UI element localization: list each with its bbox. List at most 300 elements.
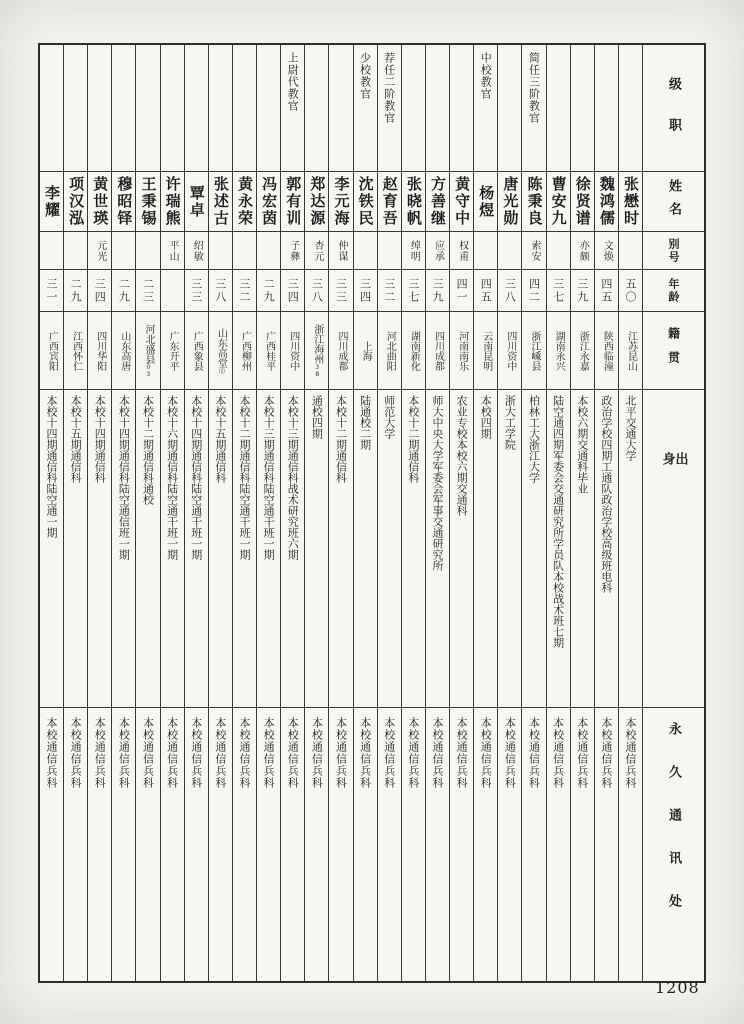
- alias-value: 杏元: [311, 239, 323, 262]
- address-value: 本校通信兵科: [358, 717, 372, 789]
- alias-value: 平山: [167, 239, 179, 262]
- address-value: 本校通信兵科: [286, 717, 300, 789]
- name-cell: [136, 172, 159, 232]
- native-place-cell: [547, 312, 570, 390]
- age-value: 三八: [310, 277, 324, 304]
- origin-cell: [233, 390, 256, 708]
- alias-header-cell: [643, 232, 704, 270]
- native-place-header-cell: [643, 312, 704, 390]
- address-cell: [136, 708, 159, 981]
- native-place-text: 上海: [360, 340, 372, 361]
- origin-cell: [185, 390, 208, 708]
- address-value: 本校通信兵科: [213, 717, 227, 789]
- native-place-value: [625, 331, 635, 371]
- rank-value: 上尉代教官: [286, 52, 300, 112]
- native-place-cell: [329, 312, 352, 390]
- native-place-header-label: 籍贯: [666, 326, 681, 375]
- person-name: 杨煜: [477, 184, 496, 219]
- address-cell: [64, 708, 87, 981]
- person-column: [87, 45, 111, 981]
- origin-cell: [450, 390, 473, 708]
- age-value: 三七: [551, 277, 565, 304]
- alias-cell: [354, 232, 377, 270]
- person-column: [521, 45, 545, 981]
- alias-cell: [522, 232, 545, 270]
- name-cell: [281, 172, 304, 232]
- person-column: [304, 45, 328, 981]
- name-cell: [619, 172, 642, 232]
- person-name: 穆昭铎: [115, 176, 134, 227]
- name-cell: [233, 172, 256, 232]
- origin-value: 柏林工大浙江大学: [527, 395, 541, 483]
- alias-value: 索安: [528, 239, 540, 262]
- person-column: [63, 45, 87, 981]
- native-place-value: [481, 331, 491, 371]
- origin-cell: [40, 390, 63, 708]
- person-column: [570, 45, 594, 981]
- age-value: 四二: [527, 277, 541, 304]
- person-name: 徐贤谱: [573, 176, 592, 227]
- age-cell: [547, 270, 570, 312]
- origin-value: 通校四期: [310, 395, 324, 439]
- age-value: 三四: [358, 277, 372, 304]
- alias-cell: [329, 232, 352, 270]
- origin-cell: [378, 390, 401, 708]
- native-place-value: [360, 341, 370, 361]
- name-cell: [595, 172, 618, 232]
- origin-cell: [136, 390, 159, 708]
- age-cell: [619, 270, 642, 312]
- rank-header-cell: [643, 45, 704, 172]
- address-value: 本校通信兵科: [599, 717, 613, 789]
- age-cell: [354, 270, 377, 312]
- native-place-text: 河北盛县: [142, 323, 154, 364]
- address-value: 本校通信兵科: [623, 717, 637, 789]
- person-column: [328, 45, 352, 981]
- name-cell: [402, 172, 425, 232]
- native-place-cell: [595, 312, 618, 390]
- age-value: 三八: [213, 277, 227, 304]
- address-value: 本校通信兵科: [165, 717, 179, 789]
- name-cell: [257, 172, 280, 232]
- age-value: 三三: [189, 277, 203, 304]
- alias-value: 亦颇: [577, 239, 589, 262]
- alias-cell: [64, 232, 87, 270]
- rank-cell: [161, 45, 184, 172]
- address-value: 本校通信兵科: [189, 717, 203, 789]
- alias-value: 元光: [94, 239, 106, 262]
- native-place-value: [215, 328, 225, 374]
- native-place-cell: [161, 312, 184, 390]
- address-value: 本校通信兵科: [503, 717, 517, 789]
- native-place-cell: [136, 312, 159, 390]
- native-place-value: [119, 331, 129, 371]
- alias-cell: [233, 232, 256, 270]
- address-value: 本校通信兵科: [69, 717, 83, 789]
- person-column: [618, 45, 642, 981]
- rank-cell: [595, 45, 618, 172]
- native-place-text: 广东开平: [167, 330, 179, 371]
- alias-value: 文焕: [601, 239, 613, 262]
- origin-value: 本校十四期通信科陆空通干班一期: [189, 395, 203, 560]
- alias-cell: [305, 232, 328, 270]
- origin-cell: [88, 390, 111, 708]
- origin-value: 浙大工学院: [503, 395, 517, 450]
- native-place-value: [143, 324, 153, 378]
- age-value: 三九: [430, 277, 444, 304]
- age-value: 三八: [503, 277, 517, 304]
- rank-cell: [450, 45, 473, 172]
- native-place-text: 四川成都: [335, 330, 347, 371]
- age-value: 三九: [575, 277, 589, 304]
- native-place-cell: [112, 312, 135, 390]
- rank-cell: [112, 45, 135, 172]
- origin-cell: [329, 390, 352, 708]
- age-value: 四五: [479, 277, 493, 304]
- address-cell: [233, 708, 256, 981]
- rank-cell: [547, 45, 570, 172]
- native-place-text: 广西桂平: [263, 330, 275, 371]
- address-value: 本校通信兵科: [479, 717, 493, 789]
- alias-cell: [378, 232, 401, 270]
- rank-cell: [136, 45, 159, 172]
- origin-value: 本校四期: [479, 395, 493, 439]
- address-cell: [378, 708, 401, 981]
- person-column: [160, 45, 184, 981]
- person-column: [232, 45, 256, 981]
- address-value: 本校通信兵科: [382, 717, 396, 789]
- address-value: 本校通信兵科: [141, 717, 155, 789]
- person-name: 魏鸿儒: [597, 176, 616, 227]
- age-value: 二九: [117, 277, 131, 304]
- address-cell: [88, 708, 111, 981]
- address-cell: [450, 708, 473, 981]
- origin-value: 本校十四期通信科陆空通信班一期: [117, 395, 131, 560]
- age-cell: [378, 270, 401, 312]
- alias-cell: [498, 232, 521, 270]
- origin-value: 本校十二期通信科: [334, 395, 348, 483]
- person-name: 黄守中: [453, 176, 472, 227]
- rank-cell: [474, 45, 497, 172]
- name-header-cell: [643, 172, 704, 232]
- rank-cell: [185, 45, 208, 172]
- native-place-text: 河北曲阳: [384, 330, 396, 371]
- native-place-text: 山东高堂: [215, 327, 227, 368]
- origin-cell: [619, 390, 642, 708]
- person-column: [497, 45, 521, 981]
- native-place-value: [46, 331, 56, 371]
- origin-value: 本校十五期通信科: [69, 395, 83, 483]
- name-cell: [450, 172, 473, 232]
- native-place-value: [239, 331, 249, 371]
- native-place-value: [167, 331, 177, 371]
- origin-value: 农业专校本校六期交通科: [455, 395, 469, 516]
- age-cell: [450, 270, 473, 312]
- origin-value: 本校十六期通信科陆空通干班一期: [165, 395, 179, 560]
- age-cell: [233, 270, 256, 312]
- rank-value: 少校教官: [358, 52, 372, 100]
- address-value: 本校通信兵科: [551, 717, 565, 789]
- age-cell: [161, 270, 184, 312]
- age-value: 二九: [262, 277, 276, 304]
- person-name: 曹安九: [549, 176, 568, 227]
- address-value: 本校通信兵科: [406, 717, 420, 789]
- alias-cell: [426, 232, 449, 270]
- name-header-label: 姓名: [666, 178, 681, 225]
- native-place-cell: [571, 312, 594, 390]
- origin-cell: [281, 390, 304, 708]
- rank-value: 荐任二阶教官: [382, 52, 396, 124]
- person-name: 李耀: [42, 184, 61, 219]
- address-value: 本校通信兵科: [237, 717, 251, 789]
- alias-cell: [450, 232, 473, 270]
- alias-cell: [112, 232, 135, 270]
- native-place-text: 浙江永嘉: [577, 330, 589, 371]
- alias-cell: [257, 232, 280, 270]
- name-cell: [185, 172, 208, 232]
- native-place-value: [553, 331, 563, 371]
- native-place-cell: [402, 312, 425, 390]
- name-cell: [64, 172, 87, 232]
- address-cell: [257, 708, 280, 981]
- person-column: [401, 45, 425, 981]
- age-cell: [257, 270, 280, 312]
- native-place-cell: [378, 312, 401, 390]
- age-cell: [209, 270, 232, 312]
- person-name: 项汉泓: [67, 176, 86, 227]
- address-cell: [112, 708, 135, 981]
- age-value: 三七: [406, 277, 420, 304]
- address-value: 本校通信兵科: [430, 717, 444, 789]
- native-place-cell: [354, 312, 377, 390]
- age-value: 四一: [455, 277, 469, 304]
- alias-cell: [161, 232, 184, 270]
- age-cell: [498, 270, 521, 312]
- person-column: [184, 45, 208, 981]
- address-cell: [619, 708, 642, 981]
- rank-cell: [305, 45, 328, 172]
- person-name: 郑达源: [308, 176, 327, 227]
- roster-table: [38, 43, 706, 983]
- origin-value: 陆通校二期: [358, 395, 372, 450]
- native-place-value: [601, 331, 611, 371]
- person-column: [208, 45, 232, 981]
- native-place-cell: [450, 312, 473, 390]
- rank-cell: [354, 45, 377, 172]
- origin-cell: [209, 390, 232, 708]
- person-name: 李元海: [332, 176, 351, 227]
- address-value: 本校通信兵科: [44, 717, 58, 789]
- rank-cell: [329, 45, 352, 172]
- native-place-text: 江西怀仁: [70, 330, 82, 371]
- native-place-cell: [619, 312, 642, 390]
- native-place-text: 陕西临潼: [601, 330, 613, 371]
- native-place-text: 湖南新化: [408, 330, 420, 371]
- rank-cell: [522, 45, 545, 172]
- person-column: [594, 45, 618, 981]
- rank-header-label: 级职: [666, 77, 681, 159]
- native-place-cell: [233, 312, 256, 390]
- native-place-text: 江苏昆山: [625, 330, 637, 371]
- age-cell: [88, 270, 111, 312]
- native-place-value: [505, 331, 515, 371]
- person-name: 方善继: [428, 176, 447, 227]
- origin-value: 陆空通四期军委会交通研究所学员队本校战术班七期: [551, 395, 565, 648]
- origin-cell: [474, 390, 497, 708]
- address-cell: [595, 708, 618, 981]
- person-name: 张述古: [211, 176, 230, 227]
- origin-cell: [161, 390, 184, 708]
- alias-cell: [40, 232, 63, 270]
- native-place-text: 四川资中: [287, 330, 299, 371]
- native-place-text: 四川成都: [432, 330, 444, 371]
- person-name: 陈秉良: [525, 176, 544, 227]
- age-cell: [329, 270, 352, 312]
- alias-cell: [209, 232, 232, 270]
- origin-value: 本校十四期通信科: [93, 395, 107, 483]
- origin-value: 本校十三期通信科陆空通干班一期: [262, 395, 276, 560]
- alias-cell: [571, 232, 594, 270]
- address-cell: [185, 708, 208, 981]
- age-value: 三二: [237, 277, 251, 304]
- native-place-cell: [185, 312, 208, 390]
- address-cell: [281, 708, 304, 981]
- name-cell: [329, 172, 352, 232]
- rank-cell: [426, 45, 449, 172]
- native-place-footnote: 03: [144, 363, 152, 378]
- age-cell: [474, 270, 497, 312]
- native-place-text: 山东高唐: [118, 330, 130, 371]
- rank-value: 中校教官: [479, 52, 493, 100]
- origin-value: 本校十三期通信科战术研究班六期: [286, 395, 300, 560]
- origin-cell: [257, 390, 280, 708]
- native-place-text: 广西宾阳: [46, 330, 58, 371]
- person-column: [425, 45, 449, 981]
- alias-header-label: 别号: [667, 237, 680, 264]
- address-value: 本校通信兵科: [93, 717, 107, 789]
- person-column: [111, 45, 135, 981]
- age-value: 四五: [599, 277, 613, 304]
- rank-cell: [233, 45, 256, 172]
- age-value: 三一: [44, 277, 58, 304]
- address-value: 本校通信兵科: [575, 717, 589, 789]
- origin-cell: [64, 390, 87, 708]
- person-name: 赵育吾: [380, 176, 399, 227]
- name-cell: [161, 172, 184, 232]
- alias-value: 绰明: [408, 239, 420, 262]
- native-place-cell: [522, 312, 545, 390]
- age-cell: [185, 270, 208, 312]
- native-place-cell: [498, 312, 521, 390]
- name-cell: [571, 172, 594, 232]
- person-column: [135, 45, 159, 981]
- alias-value: 仲谋: [335, 239, 347, 262]
- alias-value: 子彝: [287, 239, 299, 262]
- native-place-text: 云南昆明: [480, 330, 492, 371]
- age-header-label: 年龄: [667, 277, 680, 304]
- origin-value: 本校六期交通科毕业: [575, 395, 589, 494]
- age-header-cell: [643, 270, 704, 312]
- age-value: 三二: [382, 277, 396, 304]
- native-place-cell: [474, 312, 497, 390]
- native-place-value: [336, 331, 346, 371]
- person-name: 覃卓: [187, 184, 206, 219]
- native-place-footnote: 38: [313, 363, 321, 378]
- person-column: [353, 45, 377, 981]
- address-cell: [522, 708, 545, 981]
- name-cell: [547, 172, 570, 232]
- rank-cell: [378, 45, 401, 172]
- name-cell: [305, 172, 328, 232]
- rank-cell: [88, 45, 111, 172]
- row-header-column: [642, 45, 704, 981]
- address-cell: [474, 708, 497, 981]
- age-cell: [402, 270, 425, 312]
- native-place-text: 广西象县: [191, 330, 203, 371]
- native-place-value: [71, 331, 81, 371]
- age-value: 三四: [93, 277, 107, 304]
- address-value: 本校通信兵科: [455, 717, 469, 789]
- age-cell: [595, 270, 618, 312]
- origin-value: 政治学校四期工通队政治学校高级班电科: [599, 395, 613, 593]
- origin-cell: [498, 390, 521, 708]
- age-value: 三四: [286, 277, 300, 304]
- rank-cell: [571, 45, 594, 172]
- person-name: 黄永荣: [235, 176, 254, 227]
- person-column: [473, 45, 497, 981]
- person-name: 冯宏茵: [260, 176, 279, 227]
- native-place-value: [312, 324, 322, 378]
- origin-cell: [571, 390, 594, 708]
- address-value: 本校通信兵科: [117, 717, 131, 789]
- person-name: 唐光勋: [501, 176, 520, 227]
- address-cell: [547, 708, 570, 981]
- rank-cell: [40, 45, 63, 172]
- origin-value: 本校十四期通信科陆空通一期: [44, 395, 58, 538]
- person-name: 张晓帆: [404, 176, 423, 227]
- name-cell: [498, 172, 521, 232]
- name-cell: [88, 172, 111, 232]
- address-value: 本校通信兵科: [334, 717, 348, 789]
- address-cell: [571, 708, 594, 981]
- age-cell: [571, 270, 594, 312]
- native-place-text: 河南南乐: [456, 330, 468, 371]
- rank-cell: [257, 45, 280, 172]
- origin-cell: [354, 390, 377, 708]
- origin-value: 师范大学: [382, 395, 396, 439]
- age-value: 二三: [141, 277, 155, 304]
- name-cell: [378, 172, 401, 232]
- alias-value: 绍敏: [191, 239, 203, 262]
- alias-cell: [402, 232, 425, 270]
- rank-cell: [498, 45, 521, 172]
- rank-cell: [64, 45, 87, 172]
- person-column: [280, 45, 304, 981]
- address-cell: [329, 708, 352, 981]
- person-column: [449, 45, 473, 981]
- name-cell: [209, 172, 232, 232]
- native-place-value: [457, 331, 467, 371]
- person-column: [40, 45, 63, 981]
- alias-cell: [185, 232, 208, 270]
- native-place-cell: [281, 312, 304, 390]
- alias-cell: [88, 232, 111, 270]
- person-name: 王秉锡: [139, 176, 158, 227]
- person-column: [546, 45, 570, 981]
- native-place-footnote: ⑾: [217, 367, 225, 374]
- origin-value: 本校十五期通信科: [213, 395, 227, 483]
- native-place-value: [384, 331, 394, 371]
